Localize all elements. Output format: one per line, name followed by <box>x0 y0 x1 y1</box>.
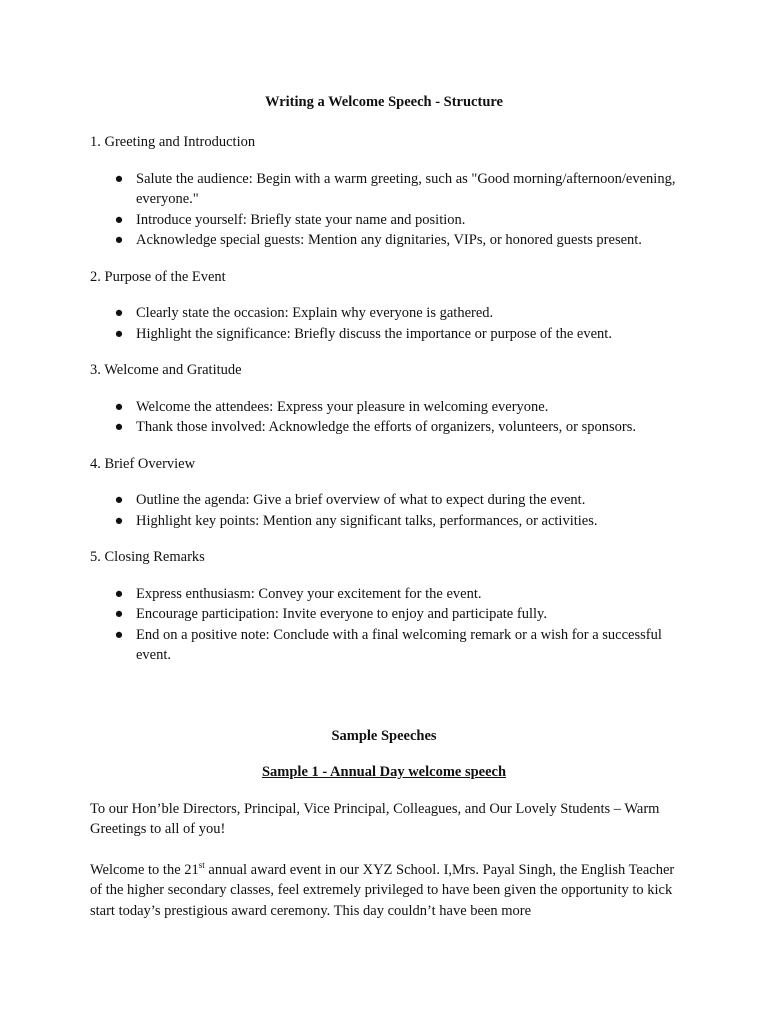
bullet-text: End on a positive note: Conclude with a final welcoming remark or a wish for a successful event. <box>136 626 662 663</box>
bullet-icon: ● <box>114 606 124 622</box>
bullet-icon: ● <box>114 305 124 321</box>
bullet-item <box>90 625 678 666</box>
section-heading: 2. Purpose of the Event <box>90 268 226 285</box>
bullet-text: Encourage participation: Invite everyone to enjoy and participate fully. <box>136 606 547 622</box>
bullet-item <box>90 210 678 231</box>
bullet-item <box>90 230 678 251</box>
bullet-item <box>90 511 678 532</box>
bullet-list <box>90 303 678 344</box>
bullet-text: Salute the audience: Begin with a warm greeting, such as "Good morning/afternoon/evening, everyone." <box>136 170 676 207</box>
bullet-text: Express enthusiasm: Convey your excitement for the event. <box>136 585 482 602</box>
structure-sections <box>90 132 678 666</box>
ordinal-suffix: st <box>198 859 205 870</box>
bullet-icon: ● <box>114 585 124 602</box>
bullet-text: Welcome the attendees: Express your pleasure in welcoming everyone. <box>136 398 549 415</box>
bullet-item <box>90 417 678 438</box>
sample-1-paragraph-2 <box>90 860 678 922</box>
bullet-list <box>90 397 678 438</box>
paragraph-2-rest: annual award event in our XYZ School. I,Mrs. Payal Singh, the English Teacher of the higher secondary classes, feel extremely privileged to have been given the opportunity to kick start today’s prestigious award ceremony. This day couldn’t have been more <box>90 861 675 919</box>
bullet-icon: ● <box>114 232 124 248</box>
bullet-icon: ● <box>114 211 124 228</box>
bullet-text: Highlight key points: Mention any significant talks, performances, or activities. <box>136 512 598 529</box>
section-heading: 1. Greeting and Introduction <box>90 134 256 150</box>
bullet-icon: ● <box>114 398 124 415</box>
bullet-item <box>90 584 678 605</box>
bullet-list <box>90 490 678 531</box>
paragraph-2-start: Welcome to the 21 <box>90 861 199 878</box>
bullet-icon: ● <box>114 170 124 187</box>
bullet-icon: ● <box>114 492 124 508</box>
sample-1-title: Sample 1 - Annual Day welcome speech <box>261 764 507 780</box>
bullet-item <box>90 397 678 418</box>
bullet-text: Thank those involved: Acknowledge the efforts of organizers, volunteers, or sponsors. <box>136 419 637 435</box>
bullet-list <box>90 169 678 251</box>
bullet-icon: ● <box>114 325 124 342</box>
document-title: Writing a Welcome Speech - Structure <box>264 94 503 110</box>
bullet-item <box>90 604 678 625</box>
bullet-text: Highlight the significance: Briefly discuss the importance or purpose of the event. <box>136 325 612 342</box>
bullet-list <box>90 584 678 666</box>
bullet-text: Introduce yourself: Briefly state your name and position. <box>136 211 466 228</box>
bullet-icon: ● <box>114 626 124 643</box>
bullet-text: Outline the agenda: Give a brief overview of what to expect during the event. <box>136 492 586 508</box>
bullet-item <box>90 490 678 511</box>
bullet-icon: ● <box>114 419 124 435</box>
section-heading: 5. Closing Remarks <box>90 549 205 565</box>
bullet-text: Clearly state the occasion: Explain why everyone is gathered. <box>136 305 494 321</box>
bullet-icon: ● <box>114 512 124 529</box>
section-heading: 4. Brief Overview <box>90 455 196 472</box>
section-heading: 3. Welcome and Gratitude <box>90 362 242 378</box>
bullet-text: Acknowledge special guests: Mention any dignitaries, VIPs, or honored guests present. <box>136 232 642 248</box>
bullet-item <box>90 324 678 345</box>
samples-heading: Sample Speeches <box>331 727 437 744</box>
bullet-item <box>90 169 678 210</box>
bullet-item <box>90 303 678 324</box>
section-spacer <box>90 682 678 726</box>
sample-1-paragraph-1: To our Hon’ble Directors, Principal, Vice Principal, Colleagues, and Our Lovely Students – Warm Greetings to all of you! <box>90 800 660 837</box>
